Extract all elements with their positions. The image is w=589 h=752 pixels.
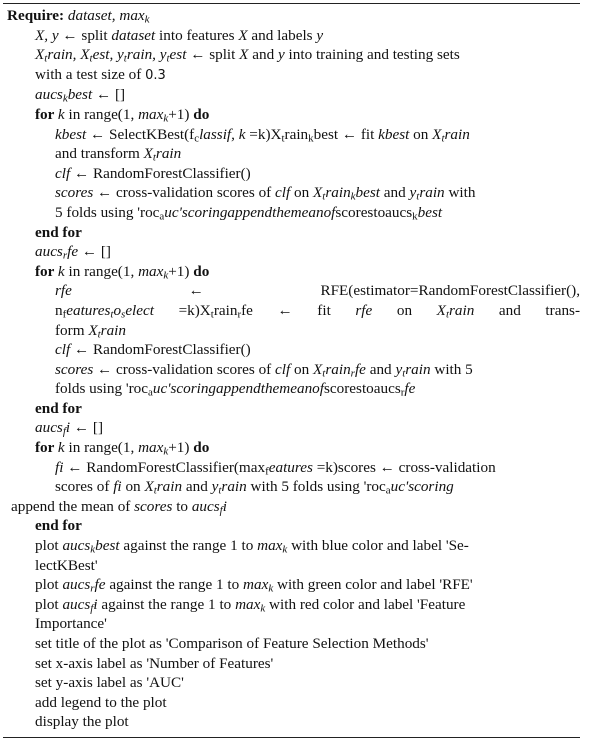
text-fragment: into features — [155, 26, 239, 44]
keyword: end for — [35, 399, 82, 417]
text-fragment: against the range 1 to — [97, 595, 236, 613]
math-text: k — [282, 543, 288, 556]
math-text: eatures — [268, 458, 313, 476]
math-text: k — [144, 13, 150, 26]
text-fragment: with — [444, 184, 476, 202]
math-text: k — [163, 445, 169, 458]
math-text: scores — [134, 497, 173, 515]
math-text: X — [238, 26, 248, 44]
text-fragment: =k)X — [153, 301, 211, 319]
math-text: X — [432, 125, 442, 143]
algorithm-line — [3, 203, 580, 223]
math-text: aucs — [191, 497, 220, 515]
text-fragment: k — [412, 210, 418, 223]
math-text: aucs — [62, 537, 91, 555]
math-text: t — [416, 191, 420, 204]
algorithm-line — [3, 438, 580, 458]
algorithm-line — [3, 321, 580, 341]
math-text: k — [163, 112, 169, 125]
math-text: aucs — [35, 243, 63, 261]
algorithm-lines — [3, 6, 580, 732]
math-text: elect — [125, 301, 154, 319]
math-text: max — [257, 537, 283, 555]
algorithm-line — [3, 458, 580, 478]
algorithm-line — [3, 595, 580, 615]
algorithm-line — [3, 477, 580, 497]
math-text: k — [350, 191, 356, 204]
keyword: for — [35, 262, 58, 280]
math-text: k — [163, 269, 169, 282]
text-fragment: ← SelectKBest(f — [86, 125, 195, 143]
text-fragment: rain — [213, 301, 238, 319]
math-text: uc'scoringappendthemeanof — [164, 203, 336, 221]
text-fragment: and — [380, 184, 410, 202]
text-fragment: Importance' — [35, 615, 107, 633]
algorithm-line — [3, 712, 580, 732]
math-text: max — [235, 595, 261, 613]
text-fragment: on — [290, 360, 314, 378]
math-text: X — [144, 478, 154, 496]
bottom-rule — [3, 737, 580, 738]
math-text: X — [88, 321, 98, 339]
text-fragment: with red color and label 'Feature — [265, 595, 466, 613]
algorithm-line — [3, 6, 580, 26]
math-text: rain — [444, 125, 470, 143]
math-text: X — [143, 145, 153, 163]
text-fragment: and — [248, 46, 278, 64]
math-text: clf — [55, 164, 71, 182]
math-text: k — [90, 543, 96, 556]
text-fragment: and transform — [55, 145, 144, 163]
algorithm-line — [3, 693, 580, 713]
math-text: X — [35, 46, 45, 64]
math-text: max — [138, 262, 164, 280]
math-text: rain — [325, 360, 351, 378]
math-text: uc'scoring — [390, 478, 454, 496]
math-text: t — [441, 132, 445, 145]
math-text: X, y — [35, 26, 59, 44]
math-text: r — [90, 582, 95, 595]
keyword: for — [35, 105, 58, 123]
text-fragment: scorestoaucs — [324, 380, 401, 398]
text-fragment: set x-axis label as 'Number of Features' — [35, 654, 274, 672]
keyword: do — [193, 439, 210, 457]
text-fragment: form — [55, 321, 89, 339]
algorithm-line — [3, 105, 580, 125]
math-text: y — [211, 478, 219, 496]
math-text: rain — [405, 360, 431, 378]
math-text: kbest — [55, 125, 87, 143]
text-fragment: k — [308, 132, 314, 145]
algorithm-line — [3, 65, 580, 86]
math-text: s — [121, 308, 126, 321]
keyword: Require: — [7, 7, 68, 24]
math-text: est — [169, 46, 187, 64]
text-fragment: ← [] — [70, 419, 104, 437]
text-fragment: scores of — [55, 478, 114, 496]
math-text: max — [138, 439, 164, 457]
math-text: k — [57, 262, 65, 280]
text-fragment: f — [62, 308, 67, 321]
math-text: k — [57, 105, 65, 123]
math-text: t — [44, 52, 48, 65]
math-text: aucs — [35, 86, 63, 104]
text-fragment: 5 folds using 'roc — [55, 203, 160, 221]
math-text: t — [97, 328, 101, 341]
math-text: t — [89, 52, 93, 65]
text-fragment: f — [265, 465, 269, 478]
text-fragment: a — [159, 210, 165, 223]
text-fragment: ← RFE(estimator=RandomForestClassifier(), — [71, 282, 580, 300]
text-fragment: set y-axis label as 'AUC' — [35, 674, 184, 692]
math-text: X — [239, 46, 249, 64]
math-text: rain, X — [47, 46, 90, 64]
math-text: max — [138, 105, 164, 123]
math-text: clf — [275, 184, 291, 202]
text-fragment: on — [121, 478, 145, 496]
text-fragment: +1) — [168, 105, 194, 123]
text-fragment: with green color and label 'RFE' — [273, 576, 473, 594]
math-text: fe — [94, 576, 106, 594]
math-text: aucs — [62, 576, 91, 594]
text-fragment: in range(1, — [64, 262, 139, 280]
algorithm-line — [3, 242, 580, 262]
math-text: t — [402, 367, 406, 380]
text-fragment: n — [55, 301, 63, 319]
algorithm-line — [3, 125, 580, 145]
math-text: k — [62, 93, 68, 106]
algorithm-line — [3, 223, 580, 243]
math-text: fe — [354, 360, 366, 378]
text-fragment: a — [385, 484, 391, 497]
math-text: dataset, max — [67, 7, 145, 24]
algorithm-line — [3, 399, 580, 419]
text-fragment: on — [290, 184, 314, 202]
math-text: f — [219, 504, 223, 517]
math-text: t — [322, 191, 326, 204]
algorithm-line — [3, 262, 580, 282]
algorithm-line — [3, 575, 580, 595]
text-fragment: ← [] — [78, 243, 111, 261]
text-fragment: fe ← fit — [241, 301, 356, 319]
text-fragment: and labels — [247, 26, 317, 44]
algorithm-line — [3, 340, 580, 360]
text-fragment: into training and testing sets — [284, 46, 460, 64]
math-text: rain — [419, 184, 445, 202]
math-text: y — [277, 46, 285, 64]
math-text: best — [355, 184, 380, 202]
math-text: kbest — [378, 125, 410, 143]
math-text: best — [67, 86, 93, 104]
text-fragment: against the range 1 to — [105, 576, 244, 594]
text-fragment: =k)scores ← cross-validation — [312, 458, 496, 476]
math-text: r — [350, 367, 355, 380]
math-text: lassif, k — [199, 125, 246, 143]
math-text: t — [218, 484, 222, 497]
math-text: rfe — [355, 301, 373, 319]
math-text: i — [222, 497, 227, 515]
math-text: clf — [275, 360, 291, 378]
math-text: y — [395, 360, 403, 378]
math-text: k — [260, 602, 266, 615]
text-fragment: ← cross-validation scores of — [93, 184, 276, 202]
math-text: uc'scoringappendthemeanof — [152, 380, 324, 398]
algorithm-line — [3, 497, 580, 517]
math-text: max — [243, 576, 269, 594]
algorithm-line — [3, 281, 580, 301]
algorithm-line — [3, 673, 580, 693]
algorithm-line — [3, 516, 580, 536]
math-text: k — [57, 439, 65, 457]
text-fragment: and — [182, 478, 212, 496]
text-fragment: +1) — [168, 262, 194, 280]
algorithm-line — [3, 164, 580, 184]
math-text: rfe — [55, 282, 72, 300]
algorithm-line — [3, 614, 580, 634]
math-text: best — [417, 203, 443, 221]
text-fragment: r — [237, 308, 242, 321]
math-text: k — [268, 582, 274, 595]
math-text: best — [95, 537, 120, 555]
text-fragment: r — [400, 387, 405, 400]
text-fragment: on — [409, 125, 433, 143]
text-fragment: add legend to the plot — [35, 693, 167, 711]
text-fragment: in range(1, — [64, 439, 139, 457]
text-fragment: best ← fit — [313, 125, 379, 143]
math-text: rain — [156, 478, 183, 496]
math-text: t — [152, 151, 156, 164]
text-fragment: t — [210, 308, 214, 321]
text-fragment: to — [172, 497, 192, 515]
text-fragment: rain — [284, 125, 309, 143]
math-text: eatures — [66, 301, 111, 319]
text-fragment: lectKBest' — [35, 556, 98, 574]
text-fragment: append the mean of — [11, 497, 135, 515]
algorithm-line — [3, 536, 580, 556]
math-text: est, y — [92, 46, 124, 64]
algorithm-line — [3, 183, 580, 203]
math-text: f — [62, 426, 66, 439]
math-text: t — [166, 52, 170, 65]
math-text: fe — [67, 243, 79, 261]
math-text: X — [313, 360, 323, 378]
math-text: rain — [325, 184, 351, 202]
math-text: rain — [100, 321, 126, 339]
text-fragment: plot — [35, 537, 63, 555]
math-text: aucs — [35, 419, 63, 437]
text-fragment: with 5 folds using 'roc — [246, 478, 386, 496]
math-text: o — [113, 301, 122, 319]
math-text: t — [110, 308, 114, 321]
math-text: fe — [404, 380, 416, 398]
math-text: t — [445, 308, 449, 321]
text-fragment: plot — [35, 595, 63, 613]
math-text: rain — [221, 478, 247, 496]
math-text: i — [93, 595, 98, 613]
math-text: X — [313, 184, 323, 202]
math-text: scores — [55, 184, 94, 202]
keyword: end for — [35, 223, 82, 241]
math-text: fi — [113, 478, 122, 496]
text-fragment: a — [148, 387, 153, 400]
keyword: do — [193, 105, 210, 123]
text-fragment: in range(1, — [64, 105, 139, 123]
algorithm-line — [3, 418, 580, 438]
text-fragment: with a test size of — [35, 65, 146, 83]
text-fragment: t — [281, 132, 285, 145]
algorithm-line — [3, 634, 580, 654]
text-fragment: c — [194, 132, 200, 145]
text-fragment: ← RandomForestClassifier() — [70, 164, 251, 182]
text-fragment: ← split — [186, 46, 240, 64]
algorithm-line — [3, 360, 580, 380]
text-fragment: on — [372, 301, 437, 319]
text-fragment: ← RandomForestClassifier(max — [63, 458, 266, 476]
algorithm-line — [3, 45, 580, 65]
algorithm-line — [3, 654, 580, 674]
text-fragment: +1) — [168, 439, 194, 457]
math-text: r — [62, 249, 68, 262]
math-text: rain, y — [126, 46, 167, 64]
algorithm-line — [3, 26, 580, 46]
text-fragment: and trans- — [474, 301, 581, 319]
text-fragment: display the plot — [35, 713, 129, 731]
algorithm-line — [3, 556, 580, 576]
text-fragment: ← RandomForestClassifier() — [70, 341, 251, 359]
math-text: rain — [155, 145, 182, 163]
text-fragment: =k)X — [245, 125, 282, 143]
text-fragment: and — [365, 360, 396, 378]
math-text: clf — [55, 341, 71, 359]
top-rule — [3, 3, 580, 4]
algorithm-line — [3, 301, 580, 321]
text-fragment: scorestoaucs — [335, 203, 413, 221]
math-text: t — [123, 52, 127, 65]
text-fragment: plot — [35, 576, 63, 594]
math-text: scores — [55, 360, 94, 378]
math-text: t — [153, 484, 157, 497]
text-fragment: set title of the plot as 'Comparison of Feature Selection Methods' — [35, 635, 429, 652]
text-fragment: folds using 'roc — [55, 380, 149, 398]
math-text: f — [90, 602, 94, 615]
text-fragment: with blue color and label 'Se- — [287, 537, 469, 555]
math-text: t — [322, 367, 326, 380]
text-fragment: with 5 — [430, 360, 473, 378]
math-text: dataset — [111, 26, 156, 44]
math-text: y — [316, 26, 324, 44]
algorithm-block — [3, 3, 580, 738]
keyword: do — [193, 262, 210, 280]
text-fragment: against the range 1 to — [119, 537, 258, 555]
math-text: y — [409, 184, 417, 202]
text-fragment: ← cross-validation scores of — [93, 360, 276, 378]
keyword: for — [35, 439, 58, 457]
math-text: fi — [55, 458, 64, 476]
text-fragment: ← [] — [92, 86, 126, 104]
math-text: X — [436, 301, 446, 319]
math-text: i — [65, 419, 71, 437]
math-text: aucs — [62, 595, 91, 613]
text-fragment: ← split — [58, 26, 112, 44]
math-text: rain — [448, 301, 475, 319]
algorithm-line — [3, 85, 580, 105]
algorithm-line — [3, 144, 580, 164]
text-fragment: 0.3 — [145, 67, 166, 83]
algorithm-line — [3, 379, 580, 399]
keyword: end for — [35, 517, 82, 535]
